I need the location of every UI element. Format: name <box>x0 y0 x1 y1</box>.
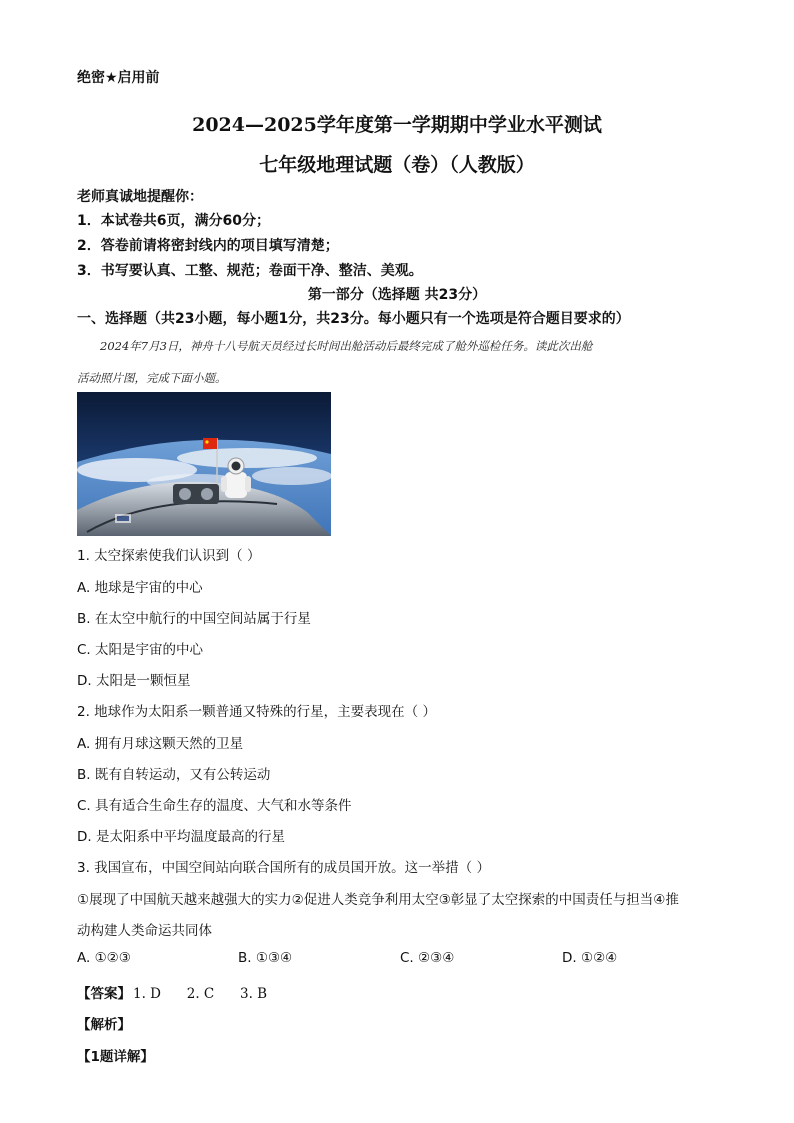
exam-subtitle: 七年级地理试题（卷）（人教版） <box>259 154 535 176</box>
question-3-option-b: B. ①③④ <box>238 950 293 966</box>
question-1-stem: 1. 太空探索使我们认识到（ ） <box>77 548 261 564</box>
question-3-statements: 动构建人类命运共同体 <box>77 923 212 939</box>
answer-value: 1. D 2. C 3. B <box>133 986 268 1002</box>
spacewalk-photo-svg <box>77 392 331 536</box>
question-3-option-d: D. ①②④ <box>562 950 618 966</box>
question-3-statements: ①展现了中国航天越来越强大的实力②促进人类竞争利用太空③彰显了太空探索的中国责任与担当④推 <box>77 892 679 908</box>
question-1-option-c: C. 太阳是宇宙的中心 <box>77 642 204 658</box>
analysis-label: 【解析】 <box>77 1017 131 1033</box>
question-2-stem: 2. 地球作为太阳系一颗普通又特殊的行星，主要表现在（ ） <box>77 704 436 720</box>
question-2-option-b: B. 既有自转运动，又有公转运动 <box>77 767 271 783</box>
question-3-option-c: C. ②③④ <box>400 950 455 966</box>
answer-line <box>77 982 267 1002</box>
secret-label: 绝密★启用前 <box>77 70 160 86</box>
spacewalk-photo <box>77 392 331 536</box>
detail-label: 【1题详解】 <box>77 1049 154 1065</box>
answer-label: 【答案】 <box>77 986 131 1002</box>
reminder-note: 1．本试卷共6页，满分60分； <box>77 213 270 229</box>
question-2-option-a: A. 拥有月球这颗天然的卫星 <box>77 736 244 752</box>
question-1-option-d: D. 太阳是一颗恒星 <box>77 673 191 689</box>
exam-title: 2024—2025学年度第一学期期中学业水平测试 <box>192 114 602 136</box>
reminder-heading: 老师真诚地提醒你： <box>77 189 203 205</box>
question-3-option-a: A. ①②③ <box>77 950 131 966</box>
question-1-option-a: A. 地球是宇宙的中心 <box>77 580 203 596</box>
reminder-note: 3．书写要认真、工整、规范；卷面干净、整洁、美观。 <box>77 263 423 279</box>
section-title: 一、选择题（共23小题，每小题1分，共23分。每小题只有一个选项是符合题目要求的） <box>77 311 630 327</box>
tv-logo-icon <box>115 514 131 523</box>
question-3-stem: 3. 我国宣布，中国空间站向联合国所有的成员国开放。这一举措（ ） <box>77 860 490 876</box>
question-1-option-b: B. 在太空中航行的中国空间站属于行星 <box>77 611 311 627</box>
material-intro: 活动照片图，完成下面小题。 <box>77 371 227 385</box>
part-title: 第一部分（选择题 共23分） <box>307 287 487 303</box>
material-intro: 2024年7月3日，神舟十八号航天员经过长时间出舱活动后最终完成了舱外巡检任务。读此次出舱 <box>100 339 593 353</box>
reminder-note: 2．答卷前请将密封线内的项目填写清楚； <box>77 238 339 254</box>
question-2-option-d: D. 是太阳系中平均温度最高的行星 <box>77 829 285 845</box>
question-2-option-c: C. 具有适合生命生存的温度、大气和水等条件 <box>77 798 352 814</box>
